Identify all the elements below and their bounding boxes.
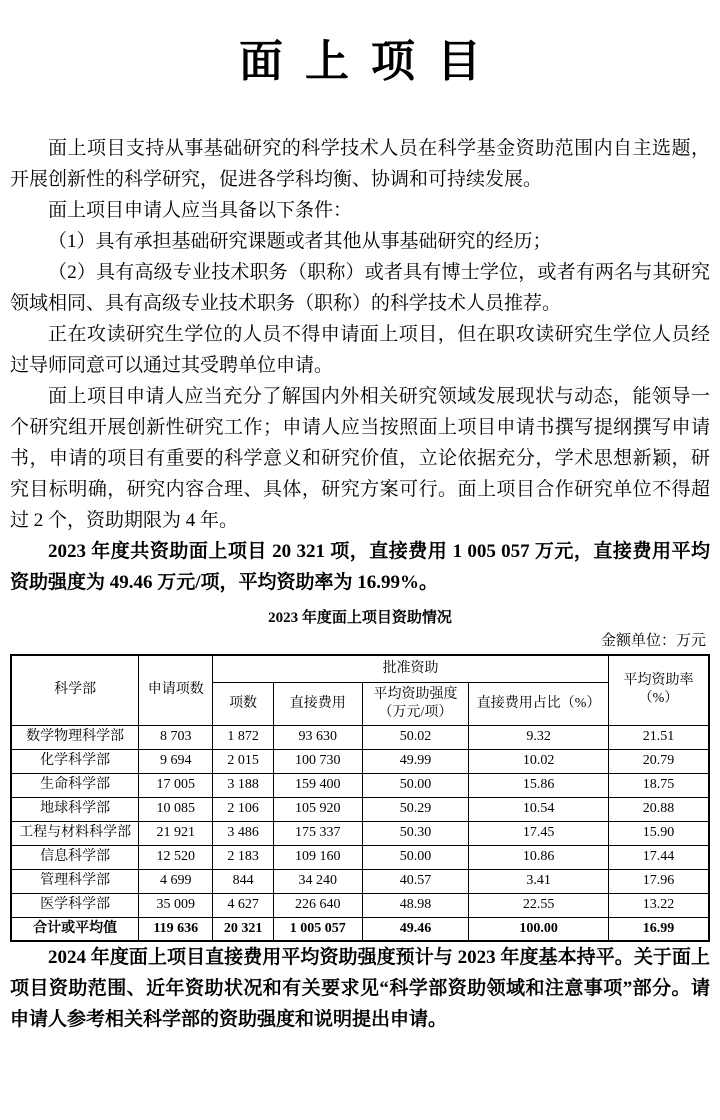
table-cell: 50.00 [362,845,469,869]
table-cell: 17.44 [608,845,709,869]
header-direct-cost: 直接费用 [273,682,362,725]
table-cell: 17 005 [139,773,213,797]
header-avg-intensity-line2: （万元/项） [378,704,453,720]
paragraph-condition-2: （2）具有高级专业技术职务（职称）或者具有博士学位，或者有两名与其研究领域相同、具有高级专业技术职务（职称）的科学技术人员推荐。 [10,261,710,314]
table-cell: 9.32 [469,725,609,749]
table-cell: 地球科学部 [11,797,139,821]
table-header-row-1 [11,655,709,683]
header-avg-intensity [362,682,469,725]
closing-paragraph: 2024 年度面上项目直接费用平均资助强度预计与 2023 年度基本持平。关于面上项目资助范围、近年资助状况和有关要求见“科学部资助领域和注意事项”部分。请申请人参考相关科学部的资助强度和说明提出申请。 [10,947,710,1031]
table-row [11,797,709,821]
table-cell: 1 872 [213,725,274,749]
table-cell: 16.99 [608,917,709,941]
table-cell: 49.99 [362,749,469,773]
table-cell: 15.90 [608,821,709,845]
table-cell: 50.29 [362,797,469,821]
table-cell: 34 240 [273,869,362,893]
table-cell: 9 694 [139,749,213,773]
header-avg-rate [608,655,709,726]
table-total-row [11,917,709,941]
table-cell: 109 160 [273,845,362,869]
table-cell: 20.88 [608,797,709,821]
table-cell: 1 005 057 [273,917,362,941]
table-row [11,749,709,773]
table-row [11,821,709,845]
table-cell: 12 520 [139,845,213,869]
table-cell: 50.02 [362,725,469,749]
header-avg-rate-line1: 平均资助率 [623,673,694,689]
table-cell: 226 640 [273,893,362,917]
table-cell: 13.22 [608,893,709,917]
table-cell: 10 085 [139,797,213,821]
table-cell: 21.51 [608,725,709,749]
table-cell: 100.00 [469,917,609,941]
table-cell: 4 699 [139,869,213,893]
table-cell: 2 183 [213,845,274,869]
table-cell: 93 630 [273,725,362,749]
header-avg-intensity-line1: 平均资助强度 [373,686,458,702]
table-cell: 50.00 [362,773,469,797]
funding-table [10,654,710,943]
table-cell: 信息科学部 [11,845,139,869]
table-row [11,869,709,893]
table-cell: 8 703 [139,725,213,749]
table-cell: 管理科学部 [11,869,139,893]
header-dept: 科学部 [11,655,139,726]
table-cell: 20.79 [608,749,709,773]
table-cell: 35 009 [139,893,213,917]
paragraph-requirements: 面上项目申请人应当充分了解国内外相关研究领域发展现状与动态，能领导一个研究组开展创新性研究工作；申请人应当按照面上项目申请书撰写提纲撰写申请书，申请的项目有重要的科学意义和研究价值，立论依据充分，学术思想新颖，研究目标明确，研究内容合理、具体，研究方案可行。面上项目合作研究单位不得超过 2 个，资助期限为 4 年。 [10,385,710,531]
table-cell: 合计或平均值 [11,917,139,941]
table-cell: 10.54 [469,797,609,821]
table-cell: 医学科学部 [11,893,139,917]
table-cell: 159 400 [273,773,362,797]
table-cell: 40.57 [362,869,469,893]
table-cell: 数学物理科学部 [11,725,139,749]
table-cell: 105 920 [273,797,362,821]
header-approved-count: 项数 [213,682,274,725]
table-cell: 工程与材料科学部 [11,821,139,845]
paragraph-conditions-lead: 面上项目申请人应当具备以下条件： [48,199,353,221]
paragraph-intro: 面上项目支持从事基础研究的科学技术人员在科学基金资助范围内自主选题，开展创新性的科学研究，促进各学科均衡、协调和可持续发展。 [10,137,710,190]
table-cell: 4 627 [213,893,274,917]
table-cell: 21 921 [139,821,213,845]
table-cell: 48.98 [362,893,469,917]
header-approved-group: 批准资助 [213,655,609,683]
table-cell: 844 [213,869,274,893]
table-cell: 49.46 [362,917,469,941]
page-title: 面上项目 [239,37,503,86]
table-cell: 生命科学部 [11,773,139,797]
table-cell: 化学科学部 [11,749,139,773]
table-row [11,845,709,869]
table-cell: 2 015 [213,749,274,773]
table-cell: 3.41 [469,869,609,893]
table-row [11,725,709,749]
header-avg-rate-line2: （%） [638,691,679,707]
table-cell: 175 337 [273,821,362,845]
table-row [11,773,709,797]
stats-paragraph: 2023 年度共资助面上项目 20 321 项，直接费用 1 005 057 万元，直接费用平均资助强度为 49.46 万元/项，平均资助率为 16.99%。 [10,540,710,593]
paragraph-grad-students: 正在攻读研究生学位的人员不得申请面上项目，但在职攻读研究生学位人员经过导师同意可以通过其受聘单位申请。 [10,323,710,376]
table-cell: 2 106 [213,797,274,821]
table-row [11,893,709,917]
table-cell: 15.86 [469,773,609,797]
header-cost-share: 直接费用占比（%） [469,682,609,725]
header-applications: 申请项数 [139,655,213,726]
table-cell: 20 321 [213,917,274,941]
table-cell: 18.75 [608,773,709,797]
table-cell: 17.96 [608,869,709,893]
table-cell: 17.45 [469,821,609,845]
table-unit-note: 金额单位：万元 [600,632,706,649]
table-cell: 3 486 [213,821,274,845]
table-cell: 10.02 [469,749,609,773]
table-cell: 22.55 [469,893,609,917]
table-cell: 100 730 [273,749,362,773]
table-cell: 10.86 [469,845,609,869]
table-cell: 50.30 [362,821,469,845]
table-caption: 2023 年度面上项目资助情况 [268,609,452,626]
table-cell: 119 636 [139,917,213,941]
table-cell: 3 188 [213,773,274,797]
paragraph-condition-1: （1）具有承担基础研究课题或者其他从事基础研究的经历； [48,230,552,252]
